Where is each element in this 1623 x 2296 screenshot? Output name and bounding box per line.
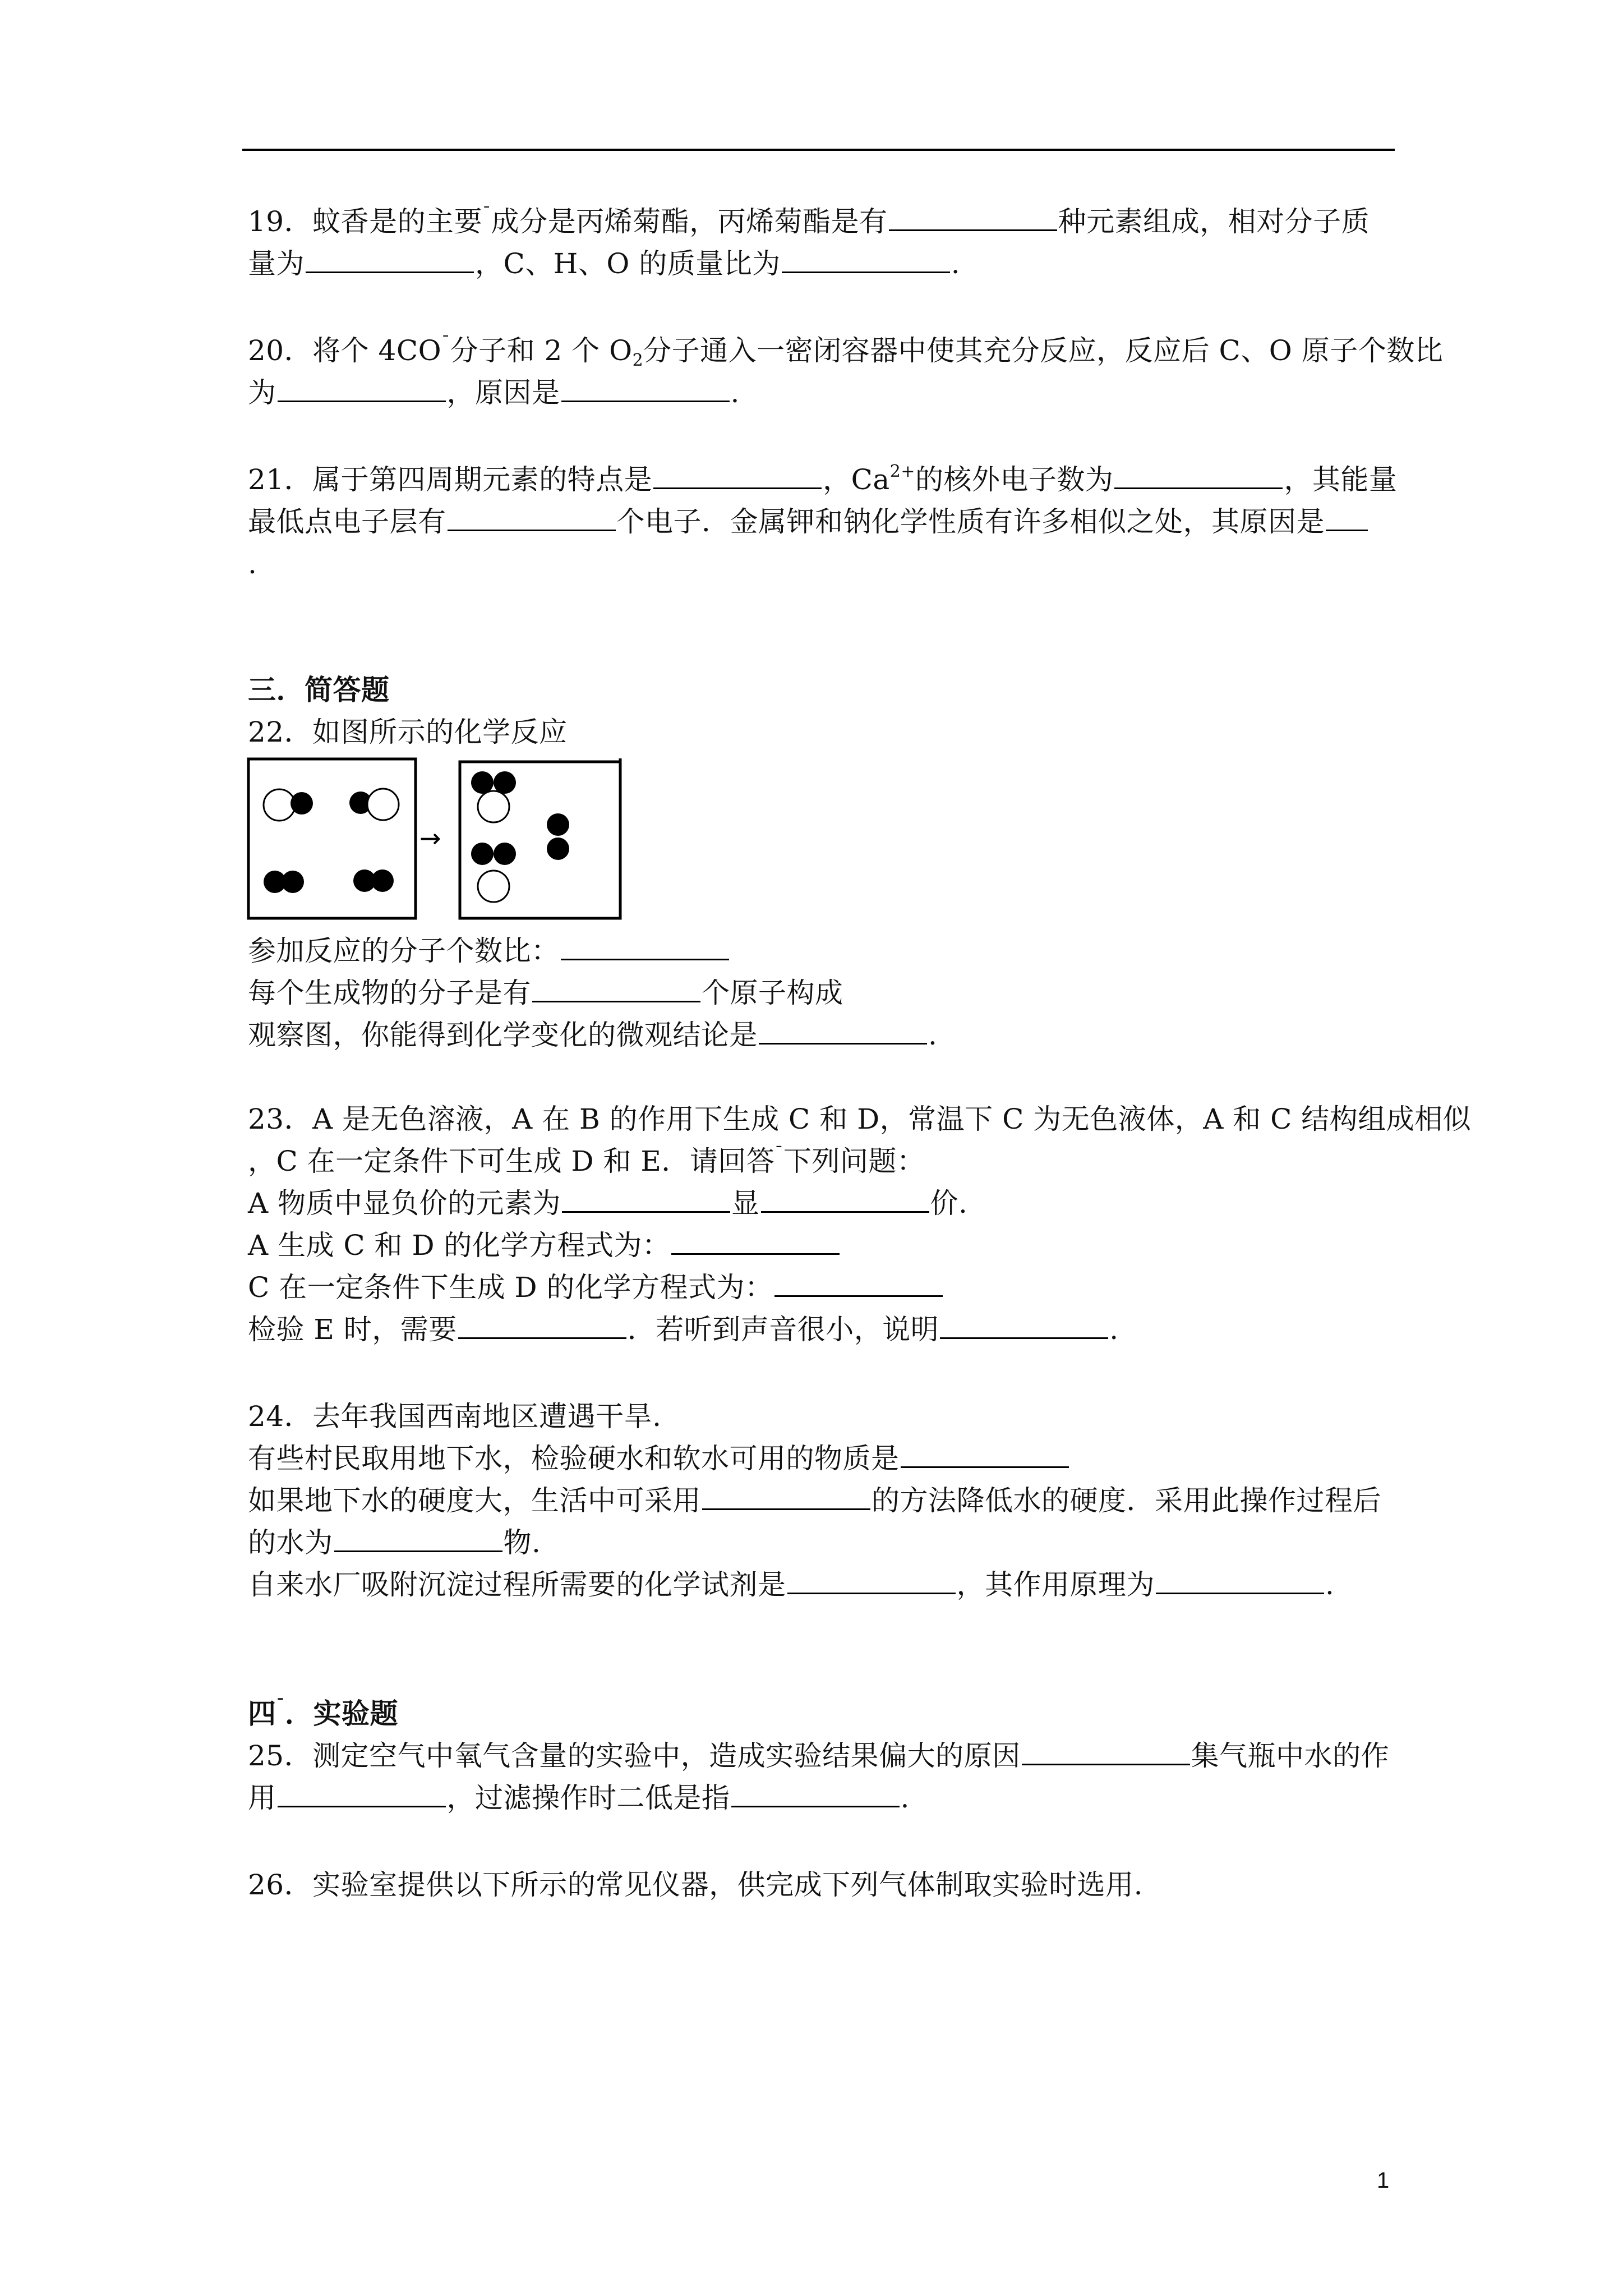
answer-blank[interactable] [782, 249, 950, 273]
product-molecule-leftover [547, 813, 569, 860]
answer-blank[interactable] [731, 1783, 900, 1807]
answer-blank[interactable] [901, 1444, 1069, 1468]
reactant-molecule-oh [349, 789, 399, 820]
q21-line-3: . [248, 547, 257, 580]
answer-blank[interactable] [1326, 507, 1368, 531]
answer-blank[interactable] [889, 207, 1057, 231]
q22-line-1: 参加反应的分子个数比： [248, 934, 730, 968]
answer-blank[interactable] [278, 1783, 446, 1807]
q23-line-6: 检验 E 时，需要 ．若听到声音很小，说明 . [248, 1313, 1119, 1346]
answer-blank[interactable] [458, 1315, 626, 1339]
q24-line-1: 24．去年我国西南地区遭遇干旱. [248, 1400, 662, 1433]
q21-line-1: 21．属于第四周期元素的特点是 ，$Ca^{2+}$的核外电子数为 ，其能量 [248, 462, 1398, 496]
page-number: 1 [1377, 2168, 1390, 2193]
answer-blank[interactable] [448, 507, 616, 531]
q25-line-1: 25．测定空气中氧气含量的实验中，造成实验结果偏大的原因 集气瓶中水的作 [248, 1740, 1390, 1772]
reactant-molecule-hh [353, 869, 394, 892]
answer-blank[interactable] [306, 249, 474, 273]
q24-line-4: 的水为 物. [248, 1526, 541, 1559]
q20-line-2: 为 ，原因是 . [248, 376, 740, 409]
q23-line-4: A 生成 C 和 D 的化学方程式为： [248, 1228, 841, 1262]
product-molecule [471, 843, 516, 902]
q25-line-2: 用 ，过滤操作时二低是指 . [248, 1782, 910, 1814]
answer-blank[interactable] [278, 378, 446, 402]
q24-line-3: 如果地下水的硬度大，生活中可采用 的方法降低水的硬度．采用此操作过程后 [248, 1484, 1381, 1517]
answer-blank[interactable] [1156, 1570, 1324, 1594]
answer-blank[interactable] [761, 1189, 929, 1213]
reactant-molecule-hh [264, 871, 304, 893]
answer-blank[interactable] [334, 1528, 502, 1552]
section-4-title: 四$^ˉ$．实验题 [248, 1696, 398, 1730]
answer-blank[interactable] [1114, 465, 1283, 489]
answer-blank[interactable] [561, 936, 729, 960]
answer-blank[interactable] [1022, 1741, 1190, 1765]
q19-line-1: 19．蚊香是的主要$^ˉ$成分是丙烯菊酯，丙烯菊酯是有 种元素组成，相对分子质 [248, 204, 1370, 238]
section-3-title: 三．简答题 [248, 673, 390, 706]
reaction-figure [247, 757, 628, 920]
q23-line-5: C 在一定条件下生成 D 的化学方程式为： [248, 1271, 944, 1304]
q23-line-3: A 物质中显负价的元素为 显 价. [248, 1187, 968, 1220]
header-rule [242, 149, 1395, 151]
answer-blank[interactable] [787, 1570, 956, 1594]
answer-blank[interactable] [671, 1231, 840, 1255]
answer-blank[interactable] [561, 378, 730, 402]
reactant-molecule-oh [264, 789, 313, 821]
answer-blank[interactable] [759, 1020, 927, 1045]
answer-blank[interactable] [940, 1315, 1108, 1339]
answer-blank[interactable] [562, 1189, 730, 1213]
q22-line-3: 观察图，你能得到化学变化的微观结论是 . [248, 1019, 938, 1051]
q23-line-2: ，C 在一定条件下可生成 D 和 E．请回答$^ˉ$下列问题： [248, 1143, 925, 1177]
q24-line-2: 有些村民取用地下水，检验硬水和软水可用的物质是 [248, 1442, 1070, 1475]
q20-line-1: 20．将个 $4CO^ˉ$分子和 2 个 $O_2$分子通入一密闭容器中使其充分反应，反应后 C、O 原子个数比 [248, 333, 1444, 370]
q23-line-1: 23．A 是无色溶液，A 在 B 的作用下生成 C 和 D，常温下 C 为无色液体，A 和 C 结构组成相似 [248, 1103, 1472, 1135]
reaction-arrow: → [419, 823, 441, 853]
answer-blank[interactable] [653, 465, 822, 489]
answer-blank[interactable] [702, 1486, 870, 1510]
q22-line-2: 每个生成物的分子是有 个原子构成 [248, 977, 843, 1009]
q24-line-5: 自来水厂吸附沉淀过程所需要的化学试剂是 ，其作用原理为 . [248, 1568, 1335, 1601]
q21-line-2: 最低点电子层有 个电子．金属钾和钠化学性质有许多相似之处，其原因是 [248, 505, 1369, 539]
q26-line-1: 26．实验室提供以下所示的常见仪器，供完成下列气体制取实验时选用. [248, 1869, 1144, 1901]
reactant-box [248, 759, 416, 918]
q22-title: 22．如图所示的化学反应 [248, 716, 568, 748]
q19-line-2: 量为 ，C、H、O 的质量比为 . [248, 247, 961, 280]
answer-blank[interactable] [532, 978, 700, 1002]
product-molecule [471, 771, 516, 822]
answer-blank[interactable] [774, 1273, 943, 1297]
